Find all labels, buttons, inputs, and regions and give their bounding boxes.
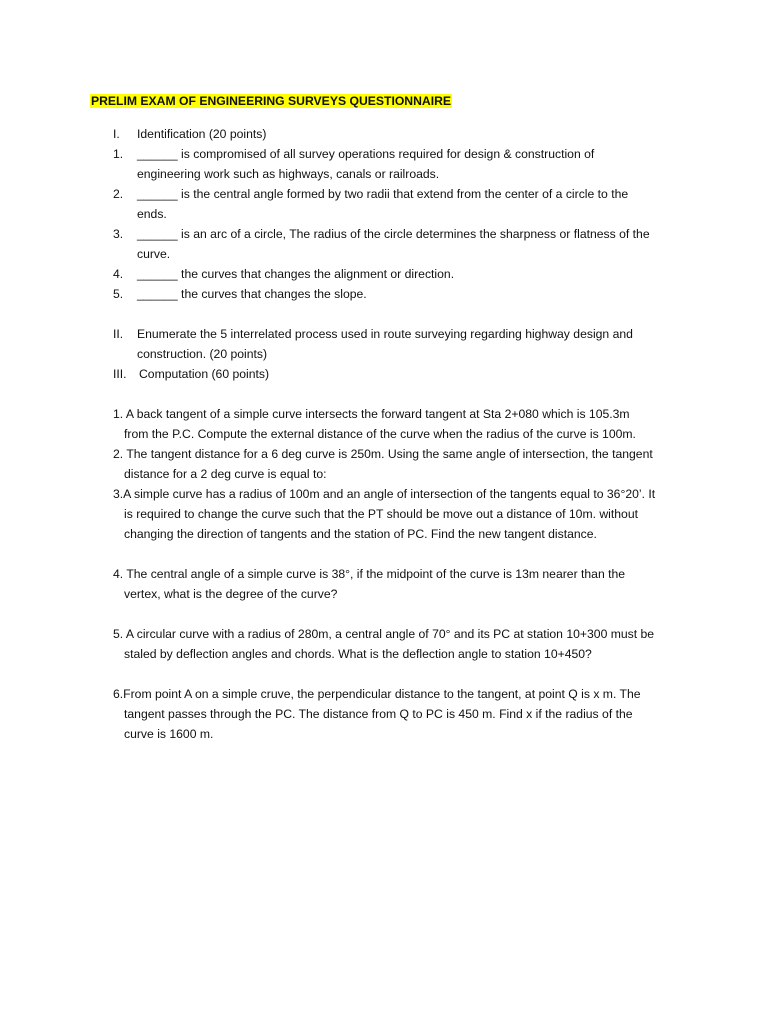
section-enumeration	[0, 324, 768, 384]
question-continuation	[0, 244, 768, 264]
section-heading	[0, 124, 768, 144]
problem-text: curve is 1600 m.	[124, 727, 214, 741]
section-title: Enumerate the 5 interrelated process used in route surveying regarding highway design and	[137, 327, 633, 341]
computation-problem	[0, 564, 768, 604]
question-text: curve.	[137, 247, 171, 261]
problem-text: vertex, what is the degree of the curve?	[124, 587, 338, 601]
section-numeral: II.	[113, 327, 124, 341]
exam-title-highlight: PRELIM EXAM OF ENGINEERING SURVEYS QUESTIONNAIRE	[91, 94, 452, 108]
question-item	[0, 144, 768, 164]
question-number: 5.	[113, 287, 124, 301]
section-heading	[0, 364, 768, 384]
section-heading	[0, 324, 768, 344]
section-title: Identification (20 points)	[137, 127, 267, 141]
problem-text: distance for a 2 deg curve is equal to:	[124, 467, 327, 481]
question-text: ______ is compromised of all survey operations required for design & construction of	[137, 147, 595, 161]
computation-problem	[0, 444, 768, 484]
question-text: ends.	[137, 207, 167, 221]
section-title: Computation (60 points)	[139, 367, 270, 381]
question-number: 3.	[113, 227, 124, 241]
problem-text: tangent passes through the PC. The distance from Q to PC is 450 m. Find x if the radius of the	[124, 707, 633, 721]
question-item	[0, 284, 768, 304]
problem-text: from the P.C. Compute the external distance of the curve when the radius of the curve is 100m.	[124, 427, 636, 441]
exam-title	[90, 93, 452, 109]
computation-problem	[0, 684, 768, 744]
problem-text: changing the direction of tangents and the station of PC. Find the new tangent distance.	[124, 527, 597, 541]
problem-text: 4. The central angle of a simple curve is 38°, if the midpoint of the curve is 13m nearer than the	[113, 567, 626, 581]
problem-text: 1. A back tangent of a simple curve intersects the forward tangent at Sta 2+080 which is 105.3m	[113, 407, 630, 421]
computation-problem	[0, 484, 768, 544]
problem-text: 6.From point A on a simple cruve, the perpendicular distance to the tangent, at point Q is x m. The	[113, 687, 641, 701]
section-title: construction. (20 points)	[137, 347, 268, 361]
section-numeral: III.	[113, 367, 127, 381]
section-identification	[0, 124, 768, 304]
question-number: 1.	[113, 147, 124, 161]
question-number: 2.	[113, 187, 124, 201]
computation-problem	[0, 404, 768, 444]
section-numeral: I.	[113, 127, 120, 141]
question-text: ______ is the central angle formed by two radii that extend from the center of a circle to the	[137, 187, 629, 201]
question-text: ______ the curves that changes the alignment or direction.	[137, 267, 455, 281]
question-text: ______ the curves that changes the slope.	[137, 287, 367, 301]
problem-text: is required to change the curve such that the PT should be move out a distance of 10m. without	[124, 507, 638, 521]
question-item	[0, 264, 768, 284]
section-continuation	[0, 344, 768, 364]
question-item	[0, 224, 768, 244]
problem-text: 2. The tangent distance for a 6 deg curve is 250m. Using the same angle of intersection, the tangent	[113, 447, 653, 461]
problem-text: 5. A circular curve with a radius of 280m, a central angle of 70° and its PC at station 10+300 must be	[113, 627, 655, 641]
question-item	[0, 184, 768, 204]
question-number: 4.	[113, 267, 124, 281]
question-continuation	[0, 164, 768, 184]
problem-text: 3.A simple curve has a radius of 100m and an angle of intersection of the tangents equal to 36°20’. It	[113, 487, 656, 501]
computation-problem	[0, 624, 768, 664]
question-continuation	[0, 204, 768, 224]
question-text: engineering work such as highways, canals or railroads.	[137, 167, 440, 181]
problem-text: staled by deflection angles and chords. What is the deflection angle to station 10+450?	[124, 647, 592, 661]
question-text: ______ is an arc of a circle, The radius of the circle determines the sharpness or flatness of the	[137, 227, 650, 241]
